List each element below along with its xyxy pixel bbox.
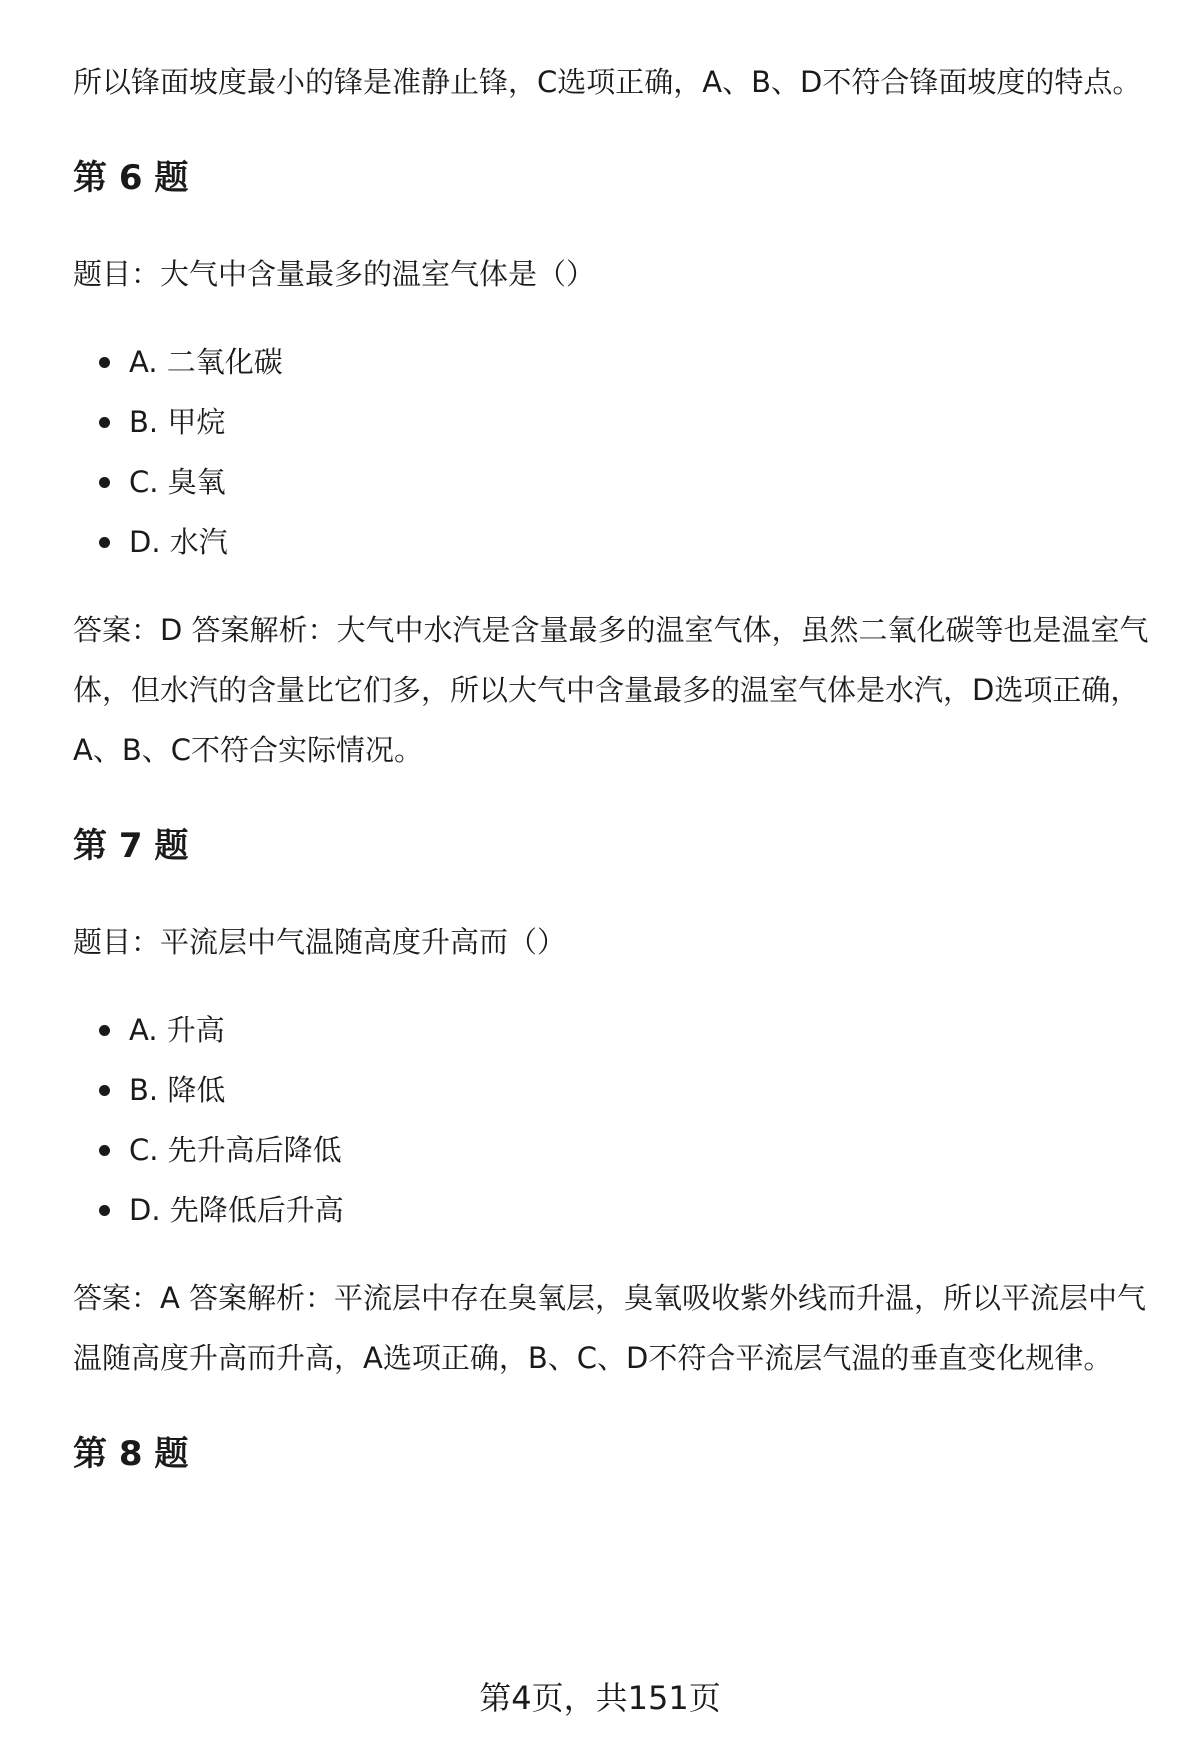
options-list <box>73 1000 1153 1240</box>
question-6 <box>73 148 1153 780</box>
question-8 <box>73 1424 1153 1484</box>
bullet-icon <box>99 537 110 548</box>
option-label: D. 水汽 <box>129 525 228 559</box>
answer-explanation: 答案：D 答案解析：大气中水汽是含量最多的温室气体，虽然二氧化碳等也是温室气体，但水汽的含量比它们多，所以大气中含量最多的温室气体是水汽，D选项正确，A、B、C不符合实际情况。 <box>73 613 1149 767</box>
answer-explanation: 答案：A 答案解析：平流层中存在臭氧层，臭氧吸收紫外线而升温，所以平流层中气温随高度升高而升高，A选项正确，B、C、D不符合平流层气温的垂直变化规律。 <box>73 1281 1147 1375</box>
option-item <box>73 452 1153 512</box>
option-label: D. 先降低后升高 <box>129 1193 344 1227</box>
bullet-icon <box>99 1085 110 1096</box>
option-label: C. 先升高后降低 <box>129 1133 342 1167</box>
question-text: 题目：大气中含量最多的温室气体是（） <box>73 257 596 291</box>
bullet-icon <box>99 477 110 488</box>
option-label: B. 降低 <box>129 1073 226 1107</box>
page-footer <box>0 1668 1200 1728</box>
options-list <box>73 332 1153 572</box>
option-item <box>73 1060 1153 1120</box>
option-label: A. 二氧化碳 <box>129 345 283 379</box>
option-item <box>73 512 1153 572</box>
option-label: C. 臭氧 <box>129 465 226 499</box>
question-text: 题目：平流层中气温随高度升高而（） <box>73 925 567 959</box>
option-item <box>73 1120 1153 1180</box>
option-label: A. 升高 <box>129 1013 225 1047</box>
option-label: B. 甲烷 <box>129 405 226 439</box>
page-content <box>73 52 1153 1484</box>
bullet-icon <box>99 357 110 368</box>
question-heading: 第 6 题 <box>73 158 189 198</box>
option-item <box>73 332 1153 392</box>
page-number: 第4页，共151页 <box>479 1679 721 1717</box>
option-item <box>73 392 1153 452</box>
bullet-icon <box>99 1145 110 1156</box>
bullet-icon <box>99 1205 110 1216</box>
question-heading: 第 8 题 <box>73 1434 189 1474</box>
intro-paragraph: 所以锋面坡度最小的锋是准静止锋，C选项正确，A、B、D不符合锋面坡度的特点。 <box>73 65 1142 99</box>
option-item <box>73 1180 1153 1240</box>
question-7 <box>73 816 1153 1388</box>
option-item <box>73 1000 1153 1060</box>
bullet-icon <box>99 1025 110 1036</box>
question-heading: 第 7 题 <box>73 826 189 866</box>
bullet-icon <box>99 417 110 428</box>
